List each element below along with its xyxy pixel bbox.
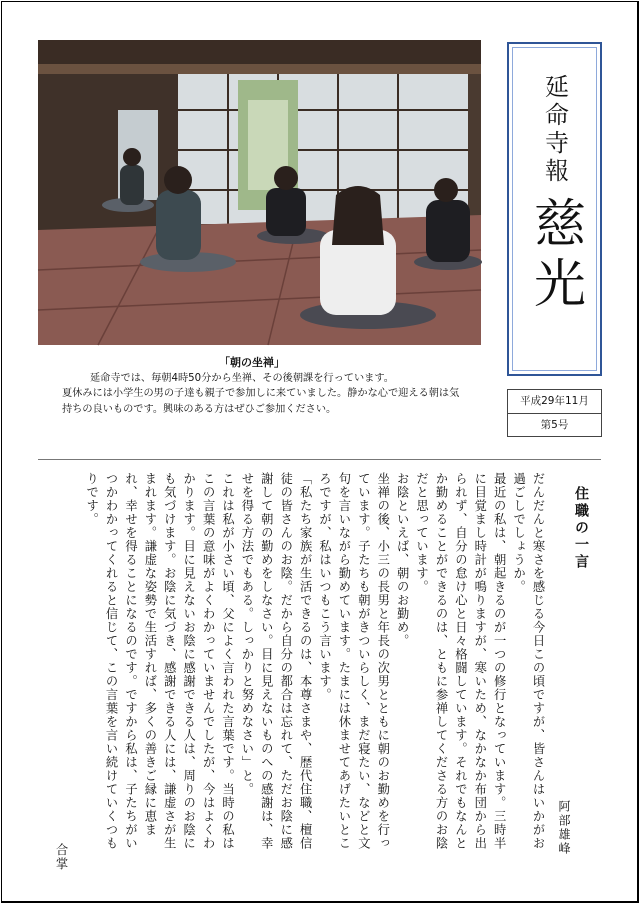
issue-info-box — [507, 389, 602, 437]
caption-line: 延命寺では、毎朝4時50分から坐禅、その後朝課を行っています。 — [90, 372, 394, 384]
section-divider — [38, 459, 601, 460]
caption-line: 持ちの良いものです。興味のある方はぜひご参加ください。 — [62, 403, 337, 415]
article-paragraph: 「私たち家族が生活できるのは、本尊さまや、歴代住職、檀信徒の皆さんのお陰。だから自分の都合は忘れて、ただお陰に感謝して朝の勤めをしなさい。目に見えないものへの感謝は、幸せを得る方法でもある。しっかりと努めなさい」と。 — [239, 472, 313, 850]
caption-line: 夏休みには小学生の男の子達も親子で参加しに来ていました。静かな心で迎える朝は気 — [62, 388, 460, 399]
article-author: 阿部雄峰 — [557, 800, 571, 856]
issue-date: 平成29年11月 — [520, 395, 589, 407]
article-paragraph: 坐禅の後、小三の長男と年長の次男とともに朝のお勤めを行っています。子たちも朝がきついらしく、まだ寝たい、などと文句を言いながら勤めています。たまには休ませてあげたいところですが、私はいつもこう言います。 — [317, 472, 390, 850]
article-heading: 住職の一言 — [573, 486, 589, 571]
article-paragraph: だんだんと寒さを感じる今日この頃ですが、皆さんはいかがお過ごしでしょうか。 — [511, 472, 545, 850]
newsletter-subtitle: 延命寺報 — [540, 74, 569, 186]
photo-caption — [62, 355, 502, 417]
article-body — [84, 472, 547, 857]
zazen-photo — [38, 40, 481, 345]
title-box-inner-frame — [512, 47, 597, 371]
article-paragraph: 最近の私は、朝起きるのが一つの修行となっています。三時半に目覚まし時計が鳴りますが、寒いため、なかなか布団から出られず、自分の怠け心と日々格闘しています。それでもなんとか勤めることができるのは、ともに参禅してくださる方のお陰だと思っています。 — [414, 472, 507, 850]
article-paragraph: これは私が小さい頃、父によく言われた言葉です。当時の私はこの言葉の意味がよくわかっていませんでしたが、今はよくわかります。目に見えないお陰に感謝できる人は、周りのお陰にも気づけます。お陰に気づき、感謝できる人には、謙虚さが生まれます。謙虚な姿勢で生活すれば、多くの善きご縁に恵まれ、幸せを得ることになるのです。ですから私は、子たちがいつかわかってくれると信じて、この言葉を言い続けていくつもりです。 — [84, 472, 235, 850]
article-closing: 合掌 — [54, 843, 68, 872]
zazen-photo-illustration — [38, 40, 481, 345]
newsletter-title: 慈光 — [524, 196, 585, 316]
newsletter-title-box — [507, 42, 602, 376]
issue-number: 第5号 — [508, 413, 601, 437]
caption-title: 「朝の坐禅」 — [219, 356, 285, 369]
article-paragraph: お陰といえば、朝のお勤め。 — [395, 472, 410, 648]
